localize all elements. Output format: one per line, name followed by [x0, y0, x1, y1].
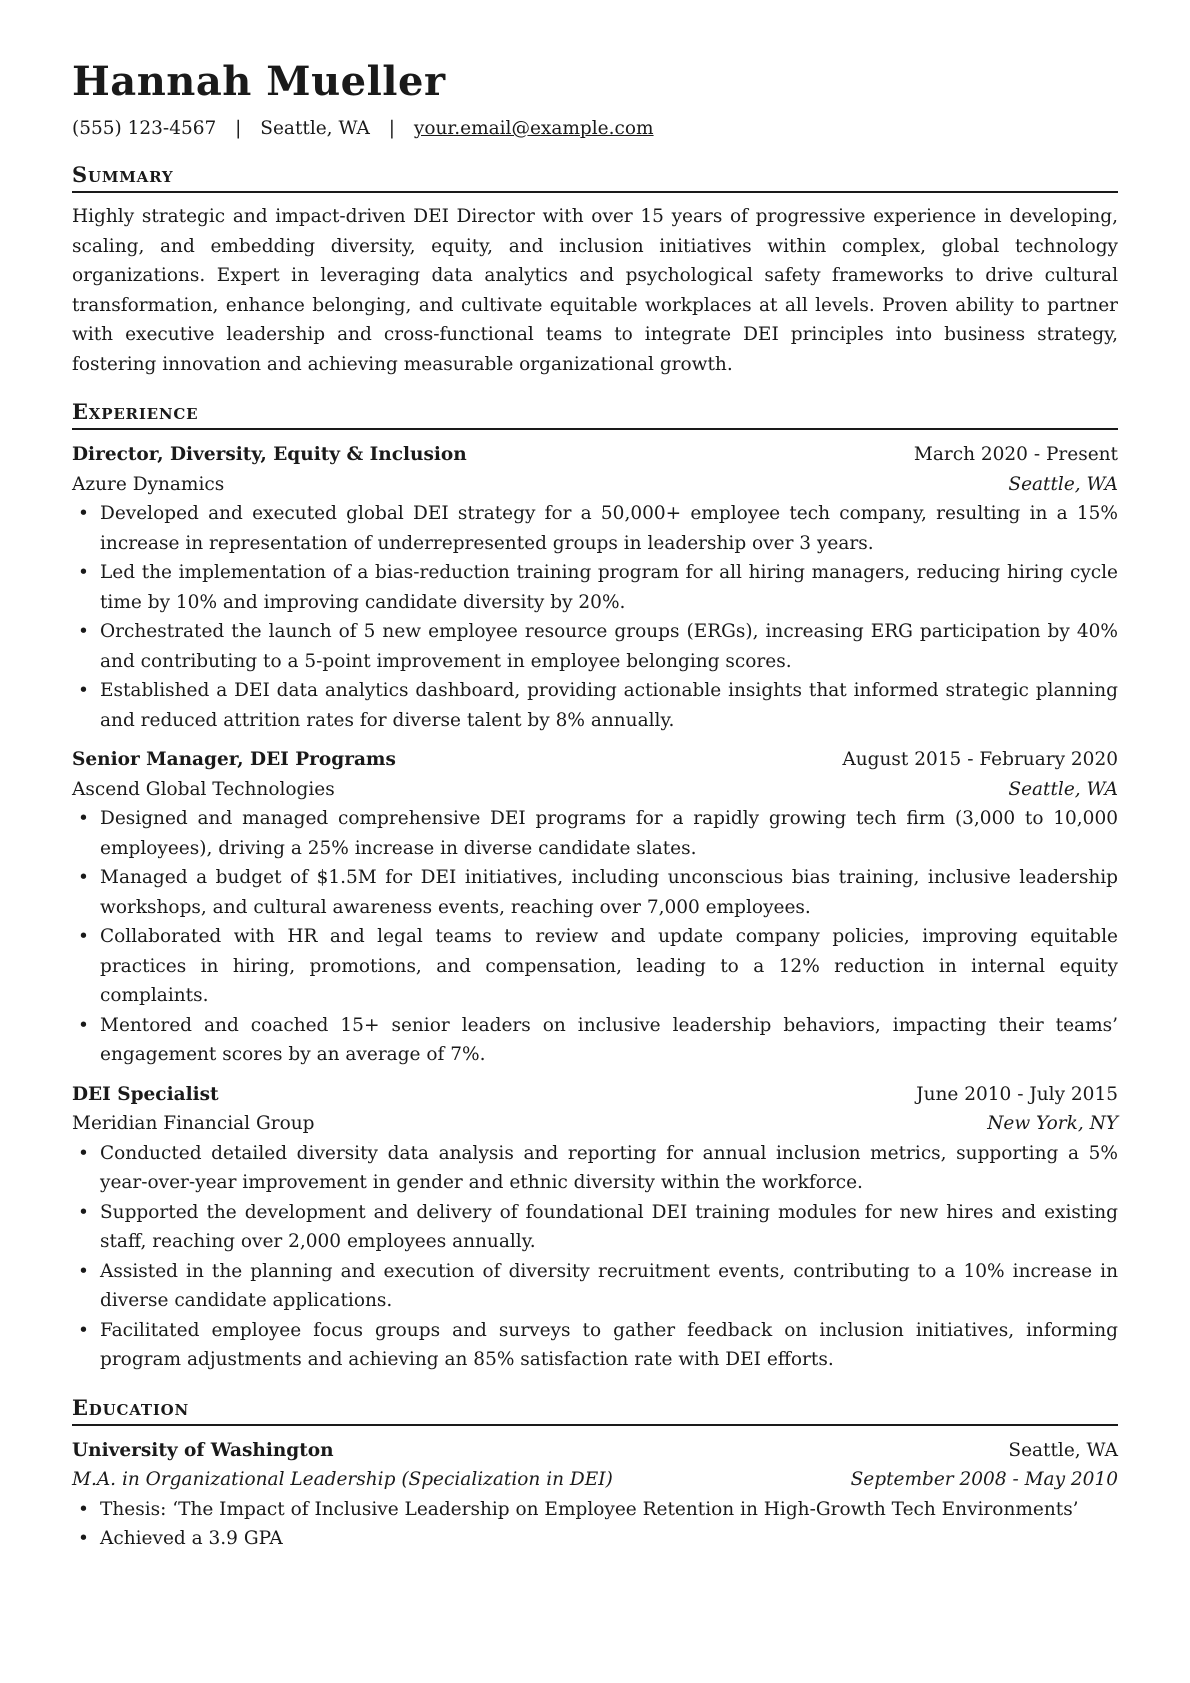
- phone-number: (555) 123-4567: [72, 118, 217, 139]
- email-link[interactable]: your.email@example.com: [413, 118, 654, 139]
- education-bullet: • Achieved a 3.9 GPA: [72, 1524, 1118, 1554]
- contact-location: Seattle, WA: [260, 118, 370, 139]
- job-bullet: • Developed and executed global DEI strategy for a 50,000+ employee tech company, resulting in a 15% increase in representation of underrepresented groups in leadership over 3 years.: [72, 499, 1118, 558]
- job-bullet: • Mentored and coached 15+ senior leaders on inclusive leadership behaviors, impacting their teams’ engagement scores by an average of 7%.: [72, 1011, 1118, 1070]
- job-dates: March 2020 - Present: [913, 444, 1118, 466]
- job-title: Director, Diversity, Equity & Inclusion: [72, 444, 467, 466]
- education-bullet: • Thesis: ‘The Impact of Inclusive Leadership on Employee Retention in High-Growth Tech Environments’: [72, 1495, 1118, 1525]
- job-header-row: [72, 440, 1118, 470]
- job-company: Azure Dynamics: [72, 473, 225, 495]
- education-bullets: [72, 1495, 1118, 1554]
- job-bullet: • Supported the development and delivery of foundational DEI training modules for new hires and existing staff, reaching over 2,000 employees annually.: [72, 1198, 1118, 1257]
- education-heading: Education: [72, 1395, 1118, 1426]
- job-title: DEI Specialist: [72, 1083, 219, 1105]
- experience-heading: Experience: [72, 399, 1118, 430]
- education-header-row: [72, 1436, 1118, 1466]
- job-bullet: • Managed a budget of $1.5M for DEI initiatives, including unconscious bias training, inclusive leadership workshops, and cultural awareness events, reaching over 7,000 employees.: [72, 863, 1118, 922]
- education-entry: [72, 1436, 1118, 1554]
- contact-separator: |: [235, 118, 242, 139]
- job-header-row: [72, 1080, 1118, 1110]
- candidate-name: Hannah Mueller: [72, 58, 446, 105]
- job-bullets: [72, 804, 1118, 1070]
- job-entry: [72, 440, 1118, 735]
- job-bullet: • Conducted detailed diversity data analysis and reporting for annual inclusion metrics, supporting a 5% year-over-year improvement in gender and ethnic diversity within the workforce.: [72, 1139, 1118, 1198]
- job-bullet: • Designed and managed comprehensive DEI programs for a rapidly growing tech firm (3,000 to 10,000 employees), driving a 25% increase in diverse candidate slates.: [72, 804, 1118, 863]
- job-location: Seattle, WA: [1008, 778, 1118, 800]
- job-bullet: • Collaborated with HR and legal teams to review and update company policies, improving equitable practices in hiring, promotions, and compensation, leading to a 12% reduction in internal equity complaints.: [72, 922, 1118, 1011]
- school-name: University of Washington: [72, 1439, 334, 1461]
- job-dates: August 2015 - February 2020: [842, 749, 1118, 771]
- job-bullet: • Assisted in the planning and execution of diversity recruitment events, contributing to a 10% increase in diverse candidate applications.: [72, 1257, 1118, 1316]
- contact-line: [72, 116, 1118, 142]
- degree-name: M.A. in Organizational Leadership (Specialization in DEI): [72, 1469, 613, 1491]
- job-bullet: • Orchestrated the launch of 5 new employee resource groups (ERGs), increasing ERG participation by 40% and contributing to a 5-point improvement in employee belonging scores.: [72, 617, 1118, 676]
- job-location: New York, NY: [987, 1113, 1118, 1135]
- summary-text: Highly strategic and impact-driven DEI Director with over 15 years of progressive experience in developing, scaling, and embedding diversity, equity, and inclusion initiatives within complex, global technology organizations. Expert in leveraging data analytics and psychological safety frameworks to drive cultural transformation, enhance belonging, and cultivate equitable workplaces at all levels. Proven ability to partner with executive leadership and cross-functional teams to integrate DEI principles into business strategy, fostering innovation and achieving measurable organizational growth.: [72, 206, 1118, 375]
- job-company: Meridian Financial Group: [72, 1113, 315, 1135]
- summary-heading: Summary: [72, 162, 1118, 193]
- job-bullets: [72, 1139, 1118, 1375]
- job-dates: June 2010 - July 2015: [916, 1083, 1118, 1105]
- job-header-row: [72, 745, 1118, 775]
- school-location: Seattle, WA: [1008, 1439, 1118, 1461]
- job-entry: [72, 745, 1118, 1070]
- job-entry: [72, 1080, 1118, 1375]
- job-bullets: [72, 499, 1118, 735]
- job-title: Senior Manager, DEI Programs: [72, 749, 396, 771]
- education-degree-row: [72, 1465, 1118, 1495]
- job-company-row: [72, 775, 1118, 805]
- education-dates: September 2008 - May 2010: [850, 1469, 1118, 1491]
- job-company: Ascend Global Technologies: [72, 778, 335, 800]
- job-bullet: • Led the implementation of a bias-reduction training program for all hiring managers, reducing hiring cycle time by 10% and improving candidate diversity by 20%.: [72, 558, 1118, 617]
- job-company-row: [72, 1109, 1118, 1139]
- contact-separator: |: [388, 118, 396, 139]
- job-company-row: [72, 470, 1118, 500]
- job-bullet: • Established a DEI data analytics dashboard, providing actionable insights that informed strategic planning and reduced attrition rates for diverse talent by 8% annually.: [72, 676, 1118, 735]
- job-bullet: • Facilitated employee focus groups and surveys to gather feedback on inclusion initiatives, informing program adjustments and achieving an 85% satisfaction rate with DEI efforts.: [72, 1316, 1118, 1375]
- job-location: Seattle, WA: [1008, 473, 1118, 495]
